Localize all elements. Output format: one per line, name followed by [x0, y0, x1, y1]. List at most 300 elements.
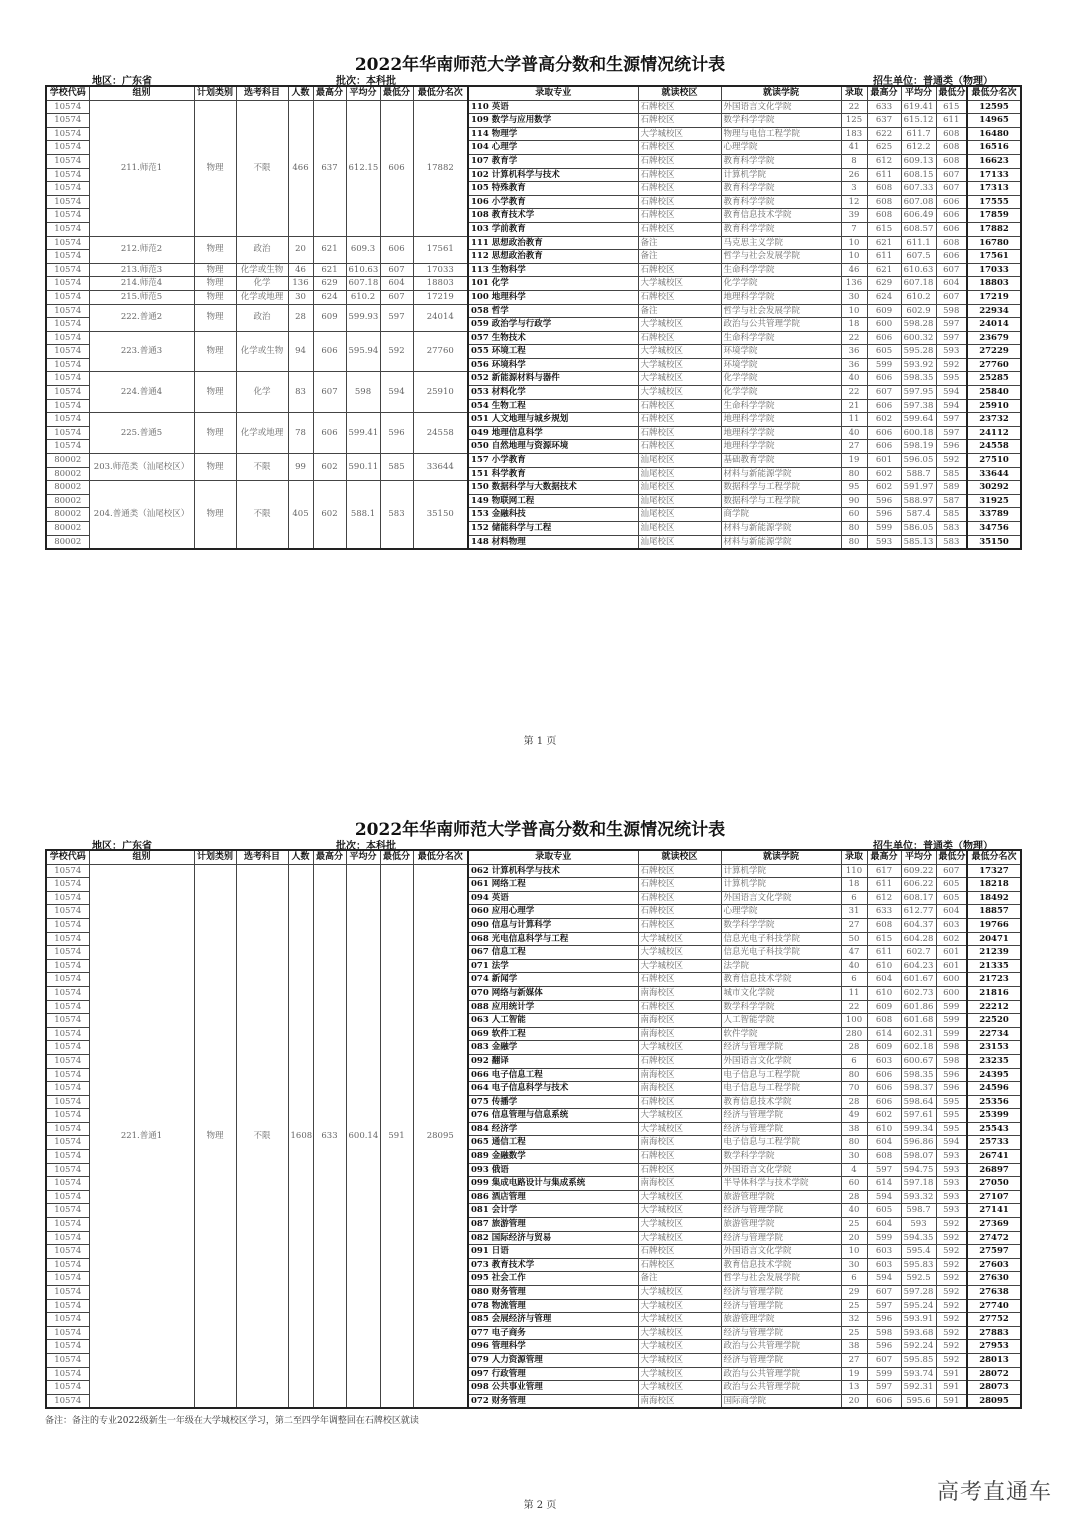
min-rank: 16516	[967, 141, 1021, 155]
major: 050 自然地理与资源环境	[468, 440, 638, 454]
subject-req: 政治	[236, 304, 288, 331]
college: 城市文化学院	[721, 986, 841, 1000]
campus: 南海校区	[638, 1027, 721, 1041]
admitted: 32	[841, 1313, 867, 1327]
major: 053 材料化学	[468, 386, 638, 400]
min-score: 592	[936, 1218, 967, 1232]
plan-type: 物理	[194, 263, 236, 277]
college: 化学学院	[721, 372, 841, 386]
campus: 石牌校区	[638, 1054, 721, 1068]
school-code: 10574	[46, 141, 89, 155]
college: 环境学院	[721, 358, 841, 372]
major: 085 会展经济与管理	[468, 1313, 638, 1327]
school-code: 10574	[46, 1027, 89, 1041]
admitted: 80	[841, 467, 867, 481]
avg-score: 598.7	[901, 1204, 936, 1218]
page-title: 2022年华南师范大学普高分数和生源情况统计表	[354, 820, 726, 840]
min-rank: 27760	[967, 358, 1021, 372]
min-score: 593	[936, 1177, 967, 1191]
school-code: 10574	[46, 182, 89, 196]
group-min: 607	[380, 290, 413, 304]
college: 材料与新能源学院	[721, 535, 841, 549]
major: 152 储能科学与工程	[468, 522, 638, 536]
group-max: 633	[313, 864, 346, 1408]
school-code: 10574	[46, 277, 89, 291]
subject-req: 化学或生物	[236, 331, 288, 372]
unit-label: 招生单位：普通类（物理）	[873, 841, 993, 852]
college: 法学院	[721, 959, 841, 973]
college: 计算机学院	[721, 878, 841, 892]
major: 095 社会工作	[468, 1272, 638, 1286]
major: 093 俄语	[468, 1163, 638, 1177]
school-code: 10574	[46, 426, 89, 440]
header-min-score: 最低分	[936, 850, 967, 864]
school-code: 10574	[46, 399, 89, 413]
group-avg: 590.11	[346, 454, 380, 481]
school-code: 10574	[46, 386, 89, 400]
watermark: 高考直通车	[936, 1480, 1052, 1505]
min-score: 595	[936, 1109, 967, 1123]
min-score: 592	[936, 1340, 967, 1354]
college: 电子信息与工程学院	[721, 1068, 841, 1082]
avg-score: 610.2	[901, 290, 936, 304]
group: 204.普通类（汕尾校区）	[89, 481, 194, 549]
campus: 南海校区	[638, 986, 721, 1000]
group-min-rank: 18803	[413, 277, 468, 291]
group-max: 602	[313, 454, 346, 481]
avg-score: 595.83	[901, 1258, 936, 1272]
plan-type: 物理	[194, 481, 236, 549]
max-score: 598	[867, 1326, 901, 1340]
min-score: 595	[936, 1122, 967, 1136]
min-score: 597	[936, 413, 967, 427]
min-score: 592	[936, 1299, 967, 1313]
min-score: 615	[936, 100, 967, 114]
min-score: 592	[936, 1272, 967, 1286]
admitted: 25	[841, 1326, 867, 1340]
page-number: 第 2 页	[523, 1500, 557, 1511]
avg-score: 608.15	[901, 168, 936, 182]
college: 地理科学学院	[721, 440, 841, 454]
max-score: 624	[867, 290, 901, 304]
school-code: 10574	[46, 127, 89, 141]
campus: 备注	[638, 1272, 721, 1286]
campus: 大学城校区	[638, 1122, 721, 1136]
major: 114 物理学	[468, 127, 638, 141]
admitted: 28	[841, 1041, 867, 1055]
max-score: 612	[867, 891, 901, 905]
min-rank: 19766	[967, 918, 1021, 932]
college: 物理与电信工程学院	[721, 127, 841, 141]
min-rank: 25910	[967, 399, 1021, 413]
max-score: 621	[867, 236, 901, 250]
min-rank: 25399	[967, 1109, 1021, 1123]
subject-req: 化学或生物	[236, 263, 288, 277]
subject-req: 化学或地理	[236, 290, 288, 304]
min-score: 598	[936, 1041, 967, 1055]
admitted: 22	[841, 331, 867, 345]
avg-score: 607.5	[901, 250, 936, 264]
avg-score: 610.63	[901, 263, 936, 277]
avg-score: 595.28	[901, 345, 936, 359]
group: 211.师范1	[89, 100, 194, 236]
campus: 石牌校区	[638, 195, 721, 209]
group-max: 621	[313, 263, 346, 277]
table-row	[46, 100, 1021, 114]
group-min-rank: 17219	[413, 290, 468, 304]
major: 097 行政管理	[468, 1367, 638, 1381]
group-min: 583	[380, 481, 413, 549]
admitted: 6	[841, 973, 867, 987]
header-admitted: 录取	[841, 86, 867, 100]
college: 经济与管理学院	[721, 1353, 841, 1367]
min-score: 591	[936, 1381, 967, 1395]
avg-score: 597.95	[901, 386, 936, 400]
college: 商学院	[721, 508, 841, 522]
major: 079 人力资源管理	[468, 1353, 638, 1367]
admitted: 26	[841, 168, 867, 182]
plan-type: 物理	[194, 331, 236, 372]
subject-req: 不限	[236, 864, 288, 1408]
college: 经济与管理学院	[721, 1122, 841, 1136]
group-min: 592	[380, 331, 413, 372]
campus: 大学城校区	[638, 959, 721, 973]
max-score: 611	[867, 878, 901, 892]
major: 078 物流管理	[468, 1299, 638, 1313]
min-rank: 24596	[967, 1082, 1021, 1096]
school-code: 10574	[46, 222, 89, 236]
major: 107 教育学	[468, 154, 638, 168]
school-code: 10574	[46, 1218, 89, 1232]
min-rank: 17033	[967, 263, 1021, 277]
max-score: 602	[867, 1109, 901, 1123]
avg-score: 598.35	[901, 372, 936, 386]
min-rank: 27050	[967, 1177, 1021, 1191]
max-score: 608	[867, 195, 901, 209]
max-score: 596	[867, 1313, 901, 1327]
group-max: 606	[313, 413, 346, 454]
min-score: 603	[936, 918, 967, 932]
max-score: 603	[867, 1245, 901, 1259]
min-rank: 17859	[967, 209, 1021, 223]
school-code: 80002	[46, 508, 89, 522]
min-rank: 27630	[967, 1272, 1021, 1286]
max-score: 602	[867, 481, 901, 495]
admitted: 90	[841, 494, 867, 508]
major: 076 信息管理与信息系统	[468, 1109, 638, 1123]
min-score: 607	[936, 182, 967, 196]
header-min-rank: 最低分名次	[967, 86, 1021, 100]
group-count: 28	[288, 304, 313, 331]
major: 112 思想政治教育	[468, 250, 638, 264]
score-table	[45, 85, 1022, 550]
school-code: 10574	[46, 1014, 89, 1028]
avg-score: 594.75	[901, 1163, 936, 1177]
min-score: 596	[936, 440, 967, 454]
school-code: 10574	[46, 1340, 89, 1354]
admitted: 10	[841, 304, 867, 318]
campus: 大学城校区	[638, 1231, 721, 1245]
admitted: 13	[841, 1381, 867, 1395]
major: 086 酒店管理	[468, 1190, 638, 1204]
school-code: 10574	[46, 1082, 89, 1096]
max-score: 594	[867, 1190, 901, 1204]
major: 074 新闻学	[468, 973, 638, 987]
college: 外国语言文化学院	[721, 891, 841, 905]
campus: 石牌校区	[638, 1095, 721, 1109]
max-score: 629	[867, 277, 901, 291]
avg-score: 604.37	[901, 918, 936, 932]
min-rank: 27638	[967, 1286, 1021, 1300]
admitted: 40	[841, 1204, 867, 1218]
avg-score: 606.49	[901, 209, 936, 223]
min-score: 606	[936, 222, 967, 236]
campus: 汕尾校区	[638, 535, 721, 549]
school-code: 10574	[46, 290, 89, 304]
avg-score: 592.24	[901, 1340, 936, 1354]
school-code: 10574	[46, 1231, 89, 1245]
header-group-min-rank: 最低分名次	[413, 850, 468, 864]
campus: 石牌校区	[638, 973, 721, 987]
college: 地理科学学院	[721, 290, 841, 304]
min-rank: 23732	[967, 413, 1021, 427]
min-rank: 25356	[967, 1095, 1021, 1109]
min-rank: 28072	[967, 1367, 1021, 1381]
college: 教育信息技术学院	[721, 1258, 841, 1272]
major: 066 电子信息工程	[468, 1068, 638, 1082]
major: 099 集成电路设计与集成系统	[468, 1177, 638, 1191]
max-score: 606	[867, 1068, 901, 1082]
group-count: 30	[288, 290, 313, 304]
max-score: 603	[867, 1258, 901, 1272]
campus: 南海校区	[638, 1394, 721, 1408]
admitted: 60	[841, 508, 867, 522]
plan-type: 物理	[194, 372, 236, 413]
school-code: 10574	[46, 1068, 89, 1082]
max-score: 612	[867, 154, 901, 168]
school-code: 10574	[46, 1109, 89, 1123]
max-score: 606	[867, 1082, 901, 1096]
group-max: 624	[313, 290, 346, 304]
admitted: 30	[841, 1150, 867, 1164]
min-rank: 17133	[967, 168, 1021, 182]
major: 061 网络工程	[468, 878, 638, 892]
group: 223.普通3	[89, 331, 194, 372]
max-score: 633	[867, 100, 901, 114]
min-score: 600	[936, 973, 967, 987]
admitted: 30	[841, 290, 867, 304]
school-code: 10574	[46, 1150, 89, 1164]
group-count: 136	[288, 277, 313, 291]
campus: 大学城校区	[638, 345, 721, 359]
min-score: 592	[936, 1245, 967, 1259]
group: 222.普通2	[89, 304, 194, 331]
major: 065 通信工程	[468, 1136, 638, 1150]
group: 225.普通5	[89, 413, 194, 454]
avg-score: 598.35	[901, 1068, 936, 1082]
campus: 大学城校区	[638, 1353, 721, 1367]
major: 150 数据科学与大数据技术	[468, 481, 638, 495]
group-count: 46	[288, 263, 313, 277]
campus: 备注	[638, 304, 721, 318]
admitted: 50	[841, 932, 867, 946]
school-code: 10574	[46, 1122, 89, 1136]
max-score: 625	[867, 141, 901, 155]
college: 政治与公共管理学院	[721, 1367, 841, 1381]
min-rank: 33789	[967, 508, 1021, 522]
campus: 大学城校区	[638, 946, 721, 960]
group-avg: 595.94	[346, 331, 380, 372]
max-score: 606	[867, 1394, 901, 1408]
avg-score: 587.4	[901, 508, 936, 522]
major: 148 材料物理	[468, 535, 638, 549]
college: 生命科学学院	[721, 331, 841, 345]
major: 080 财务管理	[468, 1286, 638, 1300]
major: 094 英语	[468, 891, 638, 905]
group-min: 591	[380, 864, 413, 1408]
min-score: 585	[936, 467, 967, 481]
min-score: 597	[936, 426, 967, 440]
college: 教育信息技术学院	[721, 1095, 841, 1109]
school-code: 10574	[46, 932, 89, 946]
major: 077 电子商务	[468, 1326, 638, 1340]
major: 058 哲学	[468, 304, 638, 318]
min-score: 593	[936, 1190, 967, 1204]
major: 100 地理科学	[468, 290, 638, 304]
group: 221.普通1	[89, 864, 194, 1408]
min-score: 604	[936, 905, 967, 919]
min-score: 591	[936, 1367, 967, 1381]
avg-score: 596.05	[901, 454, 936, 468]
min-rank: 26741	[967, 1150, 1021, 1164]
college: 经济与管理学院	[721, 1204, 841, 1218]
min-score: 607	[936, 263, 967, 277]
avg-score: 593.92	[901, 358, 936, 372]
campus: 石牌校区	[638, 1150, 721, 1164]
admitted: 7	[841, 222, 867, 236]
max-score: 621	[867, 263, 901, 277]
group: 213.师范3	[89, 263, 194, 277]
subject-req: 政治	[236, 236, 288, 263]
admitted: 27	[841, 918, 867, 932]
major: 057 生物技术	[468, 331, 638, 345]
group-avg: 612.15	[346, 100, 380, 236]
college: 哲学与社会发展学院	[721, 1272, 841, 1286]
min-score: 600	[936, 986, 967, 1000]
avg-score: 595.6	[901, 1394, 936, 1408]
header-group: 组别	[89, 850, 194, 864]
admitted: 6	[841, 1272, 867, 1286]
min-score: 607	[936, 290, 967, 304]
admitted: 30	[841, 1258, 867, 1272]
major: 081 会计学	[468, 1204, 638, 1218]
avg-score: 592.5	[901, 1272, 936, 1286]
admitted: 22	[841, 386, 867, 400]
campus: 南海校区	[638, 1068, 721, 1082]
college: 地理科学学院	[721, 426, 841, 440]
min-score: 592	[936, 1231, 967, 1245]
college: 教育信息技术学院	[721, 973, 841, 987]
school-code: 10574	[46, 331, 89, 345]
min-score: 592	[936, 1286, 967, 1300]
admitted: 40	[841, 372, 867, 386]
school-code: 10574	[46, 345, 89, 359]
group: 203.师范类（汕尾校区）	[89, 454, 194, 481]
region-label: 地区：广东省	[92, 841, 152, 852]
admitted: 6	[841, 891, 867, 905]
campus: 大学城校区	[638, 1340, 721, 1354]
min-rank: 18803	[967, 277, 1021, 291]
max-score: 633	[867, 905, 901, 919]
avg-score: 602.18	[901, 1041, 936, 1055]
group-min: 597	[380, 304, 413, 331]
min-score: 591	[936, 1394, 967, 1408]
table-row	[46, 413, 1021, 427]
max-score: 594	[867, 1272, 901, 1286]
min-rank: 23235	[967, 1054, 1021, 1068]
college: 外国语言文化学院	[721, 1245, 841, 1259]
max-score: 606	[867, 1095, 901, 1109]
subject-req: 不限	[236, 481, 288, 549]
college: 经济与管理学院	[721, 1326, 841, 1340]
campus: 石牌校区	[638, 141, 721, 155]
min-score: 583	[936, 522, 967, 536]
campus: 大学城校区	[638, 1326, 721, 1340]
school-code: 10574	[46, 905, 89, 919]
min-score: 592	[936, 1353, 967, 1367]
admitted: 80	[841, 1136, 867, 1150]
avg-score: 597.18	[901, 1177, 936, 1191]
min-rank: 25840	[967, 386, 1021, 400]
group: 215.师范5	[89, 290, 194, 304]
major: 052 新能源材料与器件	[468, 372, 638, 386]
min-score: 608	[936, 154, 967, 168]
min-score: 594	[936, 399, 967, 413]
min-score: 611	[936, 114, 967, 128]
campus: 石牌校区	[638, 168, 721, 182]
min-rank: 25733	[967, 1136, 1021, 1150]
header-school-code: 学校代码	[46, 86, 89, 100]
admitted: 10	[841, 236, 867, 250]
major: 054 生物工程	[468, 399, 638, 413]
min-score: 601	[936, 959, 967, 973]
min-rank: 21723	[967, 973, 1021, 987]
admitted: 22	[841, 1000, 867, 1014]
school-code: 10574	[46, 1177, 89, 1191]
campus: 石牌校区	[638, 426, 721, 440]
header-min-score: 最低分	[936, 86, 967, 100]
subject-req: 不限	[236, 454, 288, 481]
school-code: 10574	[46, 1286, 89, 1300]
major: 108 教育技术学	[468, 209, 638, 223]
min-score: 592	[936, 358, 967, 372]
major: 104 心理学	[468, 141, 638, 155]
min-rank: 21816	[967, 986, 1021, 1000]
min-rank: 27107	[967, 1190, 1021, 1204]
admitted: 70	[841, 1082, 867, 1096]
min-rank: 27603	[967, 1258, 1021, 1272]
college: 数学科学学院	[721, 1000, 841, 1014]
max-score: 609	[867, 304, 901, 318]
batch-label: 批次：本科批	[336, 76, 396, 87]
min-score: 599	[936, 1014, 967, 1028]
header-subject-req: 选考科目	[236, 850, 288, 864]
max-score: 606	[867, 426, 901, 440]
page-title: 2022年华南师范大学普高分数和生源情况统计表	[354, 55, 726, 75]
plan-type: 物理	[194, 413, 236, 454]
campus: 大学城校区	[638, 1190, 721, 1204]
admitted: 3	[841, 182, 867, 196]
